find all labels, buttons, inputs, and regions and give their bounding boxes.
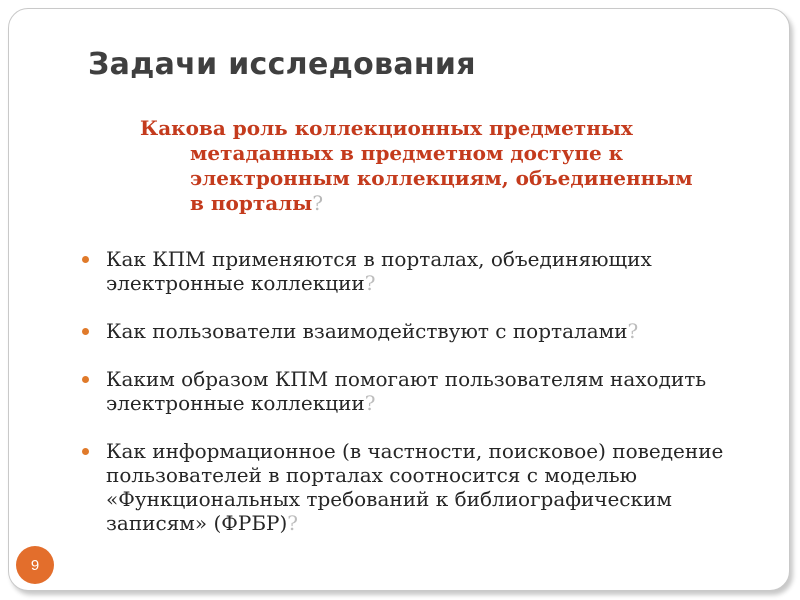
bullet-dot-icon bbox=[82, 448, 89, 455]
list-item bbox=[80, 247, 770, 295]
list-item bbox=[80, 367, 770, 415]
main-question-mark: ? bbox=[312, 191, 324, 215]
slide-title: Задачи исследования bbox=[88, 47, 476, 82]
list-item bbox=[80, 439, 770, 535]
bullet-question-mark: ? bbox=[364, 271, 376, 295]
main-research-question bbox=[140, 116, 710, 216]
bullet-question-mark: ? bbox=[627, 319, 639, 343]
bullet-dot-icon bbox=[82, 376, 89, 383]
bullet-text: Как КПМ применяются в порталах, объединяющих электронные коллекции bbox=[106, 247, 652, 295]
research-questions-list bbox=[80, 247, 770, 535]
page-number-badge: 9 bbox=[16, 546, 54, 584]
bullet-question-mark: ? bbox=[364, 391, 376, 415]
bullet-question-mark: ? bbox=[287, 511, 299, 535]
bullet-dot-icon bbox=[82, 328, 89, 335]
bullet-text: Каким образом КПМ помогают пользователям находить электронные коллекции bbox=[106, 367, 707, 415]
list-item bbox=[80, 319, 770, 343]
bullet-text: Как информационное (в частности, поисковое) поведение пользователей в порталах соотносится с моделью «Функциональных требований к библиографическим записям» (ФРБР) bbox=[106, 439, 724, 535]
bullet-text: Как пользователи взаимодействуют с порталами bbox=[106, 319, 628, 343]
bullet-dot-icon bbox=[82, 256, 89, 263]
main-question-text: Какова роль коллекционных предметных метаданных в предметном доступе к электронным коллекциям, объединенным в порталы bbox=[140, 116, 693, 215]
